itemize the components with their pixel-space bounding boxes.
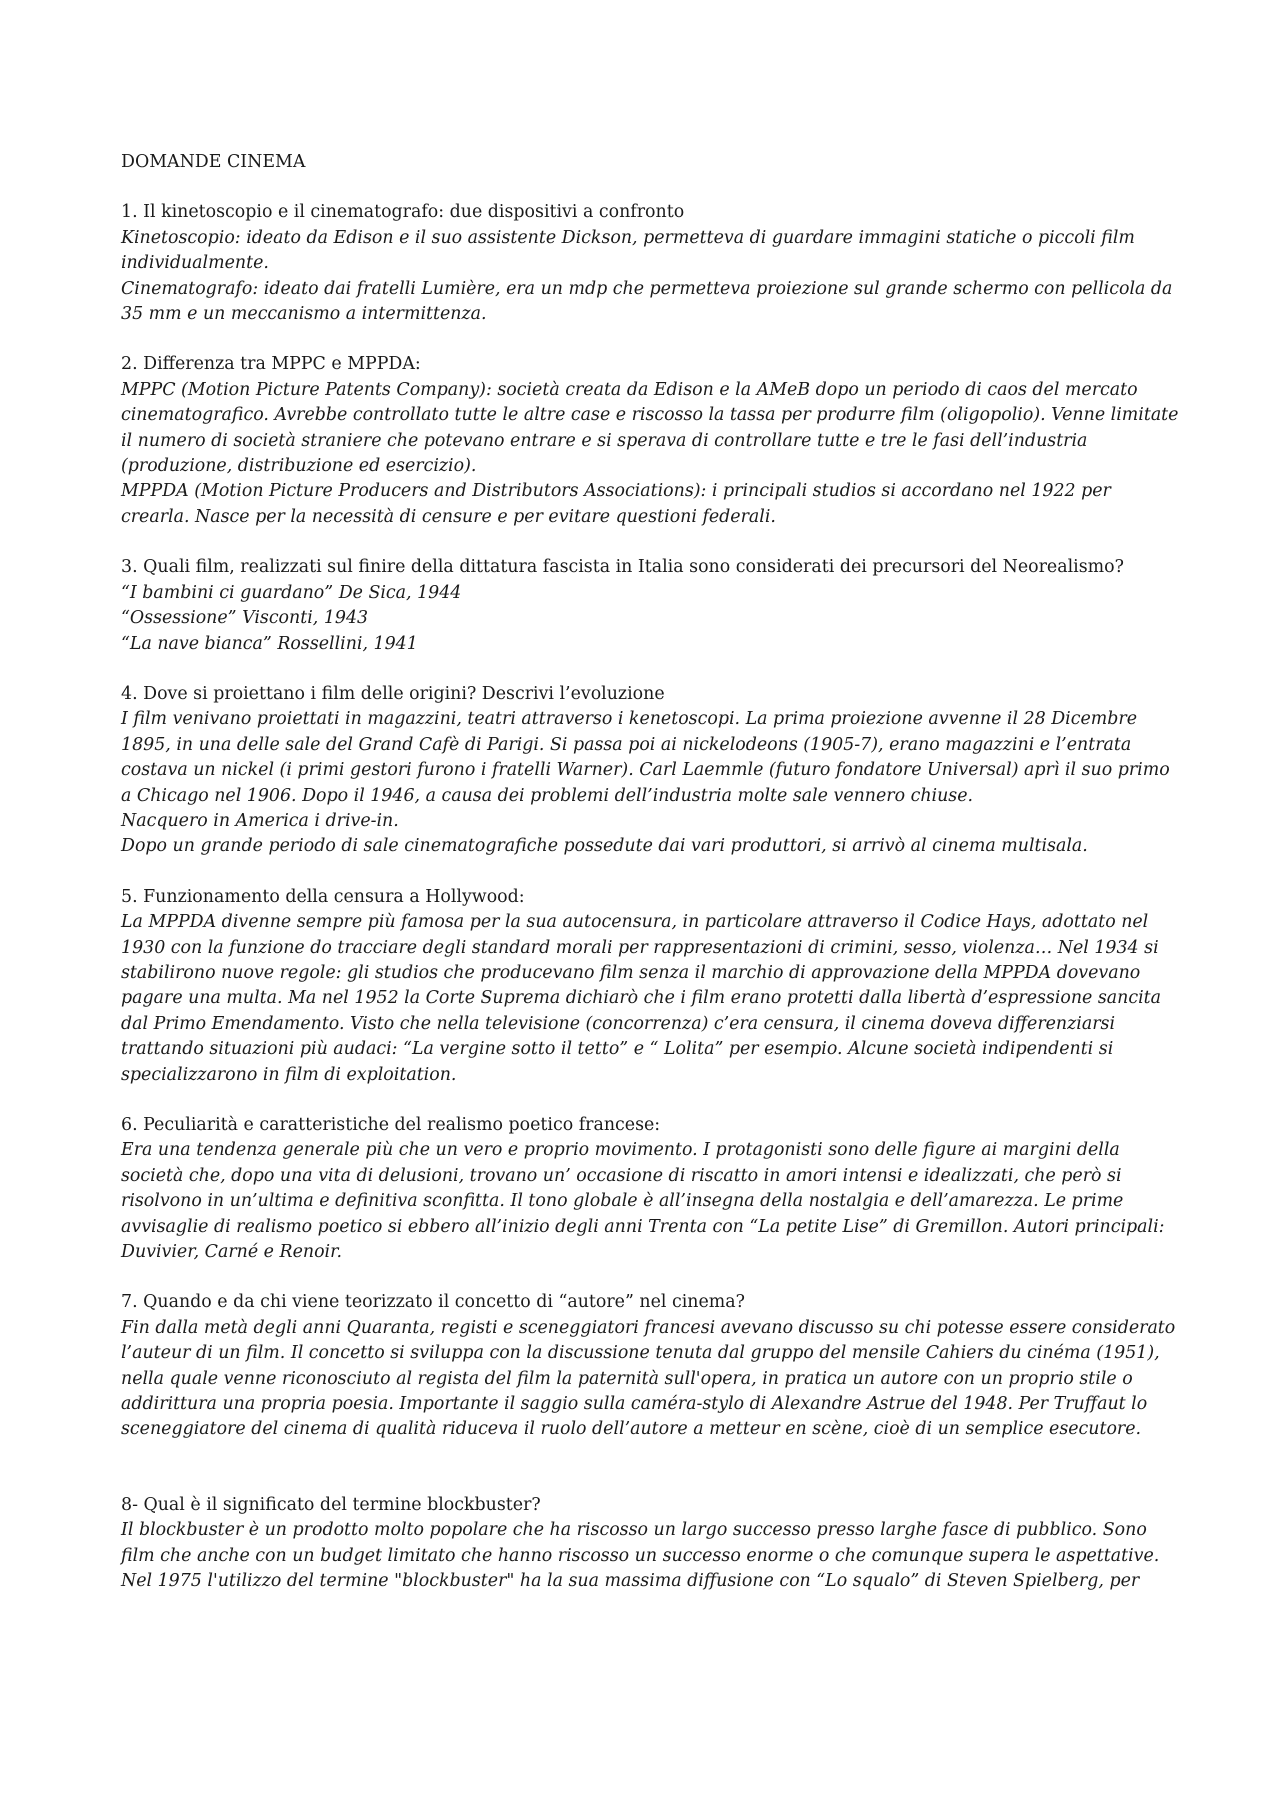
answer-6-1: Era una tendenza generale più che un vero e proprio movimento. I protagonisti sono delle figure ai margini della società che, dopo una vita di delusioni, trovano un’ occasione di riscatto in amori intensi e idealizzati, che però si risolvono in un’ultima e definitiva sconfitta. Il tono globale è all’insegna della nostalgia e dell’amarezza. Le prime avvisaglie di realismo poetico si ebbero all’inizio degli anni Trenta con “La petite Lise” di Gremillon. Autori principali: Duvivier, Carné e Renoir. (121, 1140, 1165, 1263)
answer-3-3: “La nave bianca” Rossellini, 1941 (121, 633, 418, 654)
document-page (121, 150, 1181, 1620)
question-5: 5. Funzionamento della censura a Hollywood: (121, 886, 525, 907)
section-3 (121, 555, 1181, 657)
answer-1-2: Cinematografo: ideato dai fratelli Lumière, era un mdp che permetteva proiezione sul grande schermo con pellicola da 35 mm e un meccanismo a intermittenza. (121, 278, 1173, 325)
section-8 (121, 1493, 1181, 1595)
section-6 (121, 1113, 1181, 1265)
question-6: 6. Peculiarità e caratteristiche del realismo poetico francese: (121, 1115, 661, 1135)
answer-4-3: Dopo un grande periodo di sale cinematografiche possedute dai vari produttori, si arrivò al cinema multisala. (121, 836, 1088, 857)
document-title: DOMANDE CINEMA (121, 152, 306, 172)
answer-7-1: Fin dalla metà degli anni Quaranta, registi e sceneggiatori francesi avevano discusso su chi potesse essere considerato l’auteur di un film. Il concetto si sviluppa con la discussione tenuta dal gruppo del mensile Cahiers du cinéma (1951), nella quale venne riconosciuto al regista del film la paternità sull'opera, in pratica un autore con un proprio stile o addirittura una propria poesia. Importante il saggio sulla caméra-stylo di Alexandre Astrue del 1948. Per Truffaut lo sceneggiatore del cinema di qualità riduceva il ruolo dell’autore a metteur en scène, cioè di un semplice esecutore. (121, 1317, 1176, 1440)
section-1 (121, 200, 1181, 327)
question-8: 8- Qual è il significato del termine blockbuster? (121, 1494, 541, 1515)
section-2 (121, 352, 1181, 530)
answer-4-2: Nacquero in America i drive-in. (121, 810, 399, 831)
answer-5-1: La MPPDA divenne sempre più famosa per la sua autocensura, in particolare attraverso il Codice Hays, adottato nel 1930 con la funzione do tracciare degli standard morali per rappresentazioni di crimini, sesso, violenza… Nel 1934 si stabilirono nuove regole: gli studios che producevano film senza il marchio di approvazione della MPPDA dovevano pagare una multa. Ma nel 1952 la Corte Suprema dichiarò che i film erano protetti dalla libertà d’espressione sancita dal Primo Emendamento. Visto che nella televisione (concorrenza) c’era censura, il cinema doveva differenziarsi trattando situazioni più audaci: “La vergine sotto il tetto” e “ Lolita” per esempio. Alcune società indipendenti si specializzarono in film di exploitation. (121, 912, 1162, 1085)
answer-4-1: I film venivano proiettati in magazzini, teatri attraverso i kenetoscopi. La prima proiezione avvenne il 28 Dicembre 1895, in una delle sale del Grand Cafè di Parigi. Si passa poi ai nickelodeons (1905-7), erano magazzini e l’entrata costava un nickel (i primi gestori furono i fratelli Warner). Carl Laemmle (futuro fondatore Universal) aprì il suo primo a Chicago nel 1906. Dopo il 1946, a causa dei problemi dell’industria molte sale vennero chiuse. (121, 709, 1170, 806)
question-3: 3. Quali film, realizzati sul finire della dittatura fascista in Italia sono considerati dei precursori del Neorealismo? (121, 557, 1124, 578)
answer-3-2: “Ossessione” Visconti, 1943 (121, 608, 369, 629)
question-4: 4. Dove si proiettano i film delle origini? Descrivi l’evoluzione (121, 683, 665, 704)
section-5 (121, 885, 1181, 1088)
question-2: 2. Differenza tra MPPC e MPPDA: (121, 354, 421, 375)
answer-2-1: MPPC (Motion Picture Patents Company): società creata da Edison e la AMeB dopo un periodo di caos del mercato cinematografico. Avrebbe controllato tutte le altre case e riscosso la tassa per produrre film (oligopolio). Venne limitate il numero di società straniere che potevano entrare e si sperava di controllare tutte e tre le fasi dell’industria (produzione, distribuzione ed esercizio). (121, 379, 1179, 477)
section-4 (121, 682, 1181, 860)
answer-8-1: Il blockbuster è un prodotto molto popolare che ha riscosso un largo successo presso larghe fasce di pubblico. Sono film che anche con un budget limitato che hanno riscosso un successo enorme o che comunque supera le aspettative. Nel 1975 l'utilizzo del termine "blockbuster" ha la sua massima diffusione con “Lo squalo” di Steven Spielberg, per (121, 1520, 1160, 1592)
answer-3-1: “I bambini ci guardano” De Sica, 1944 (121, 582, 462, 603)
question-1: 1. Il kinetoscopio e il cinematografo: due dispositivi a confronto (121, 202, 685, 223)
question-7: 7. Quando e da chi viene teorizzato il concetto di “autore” nel cinema? (121, 1292, 745, 1313)
section-7 (121, 1290, 1181, 1442)
answer-2-2: MPPDA (Motion Picture Producers and Distributors Associations): i principali studios si accordano nel 1922 per crearla. Nasce per la necessità di censure e per evitare questioni federali. (121, 481, 1111, 527)
answer-1-1: Kinetoscopio: ideato da Edison e il suo assistente Dickson, permetteva di guardare immagini statiche o piccoli film individualmente. (121, 227, 1135, 274)
